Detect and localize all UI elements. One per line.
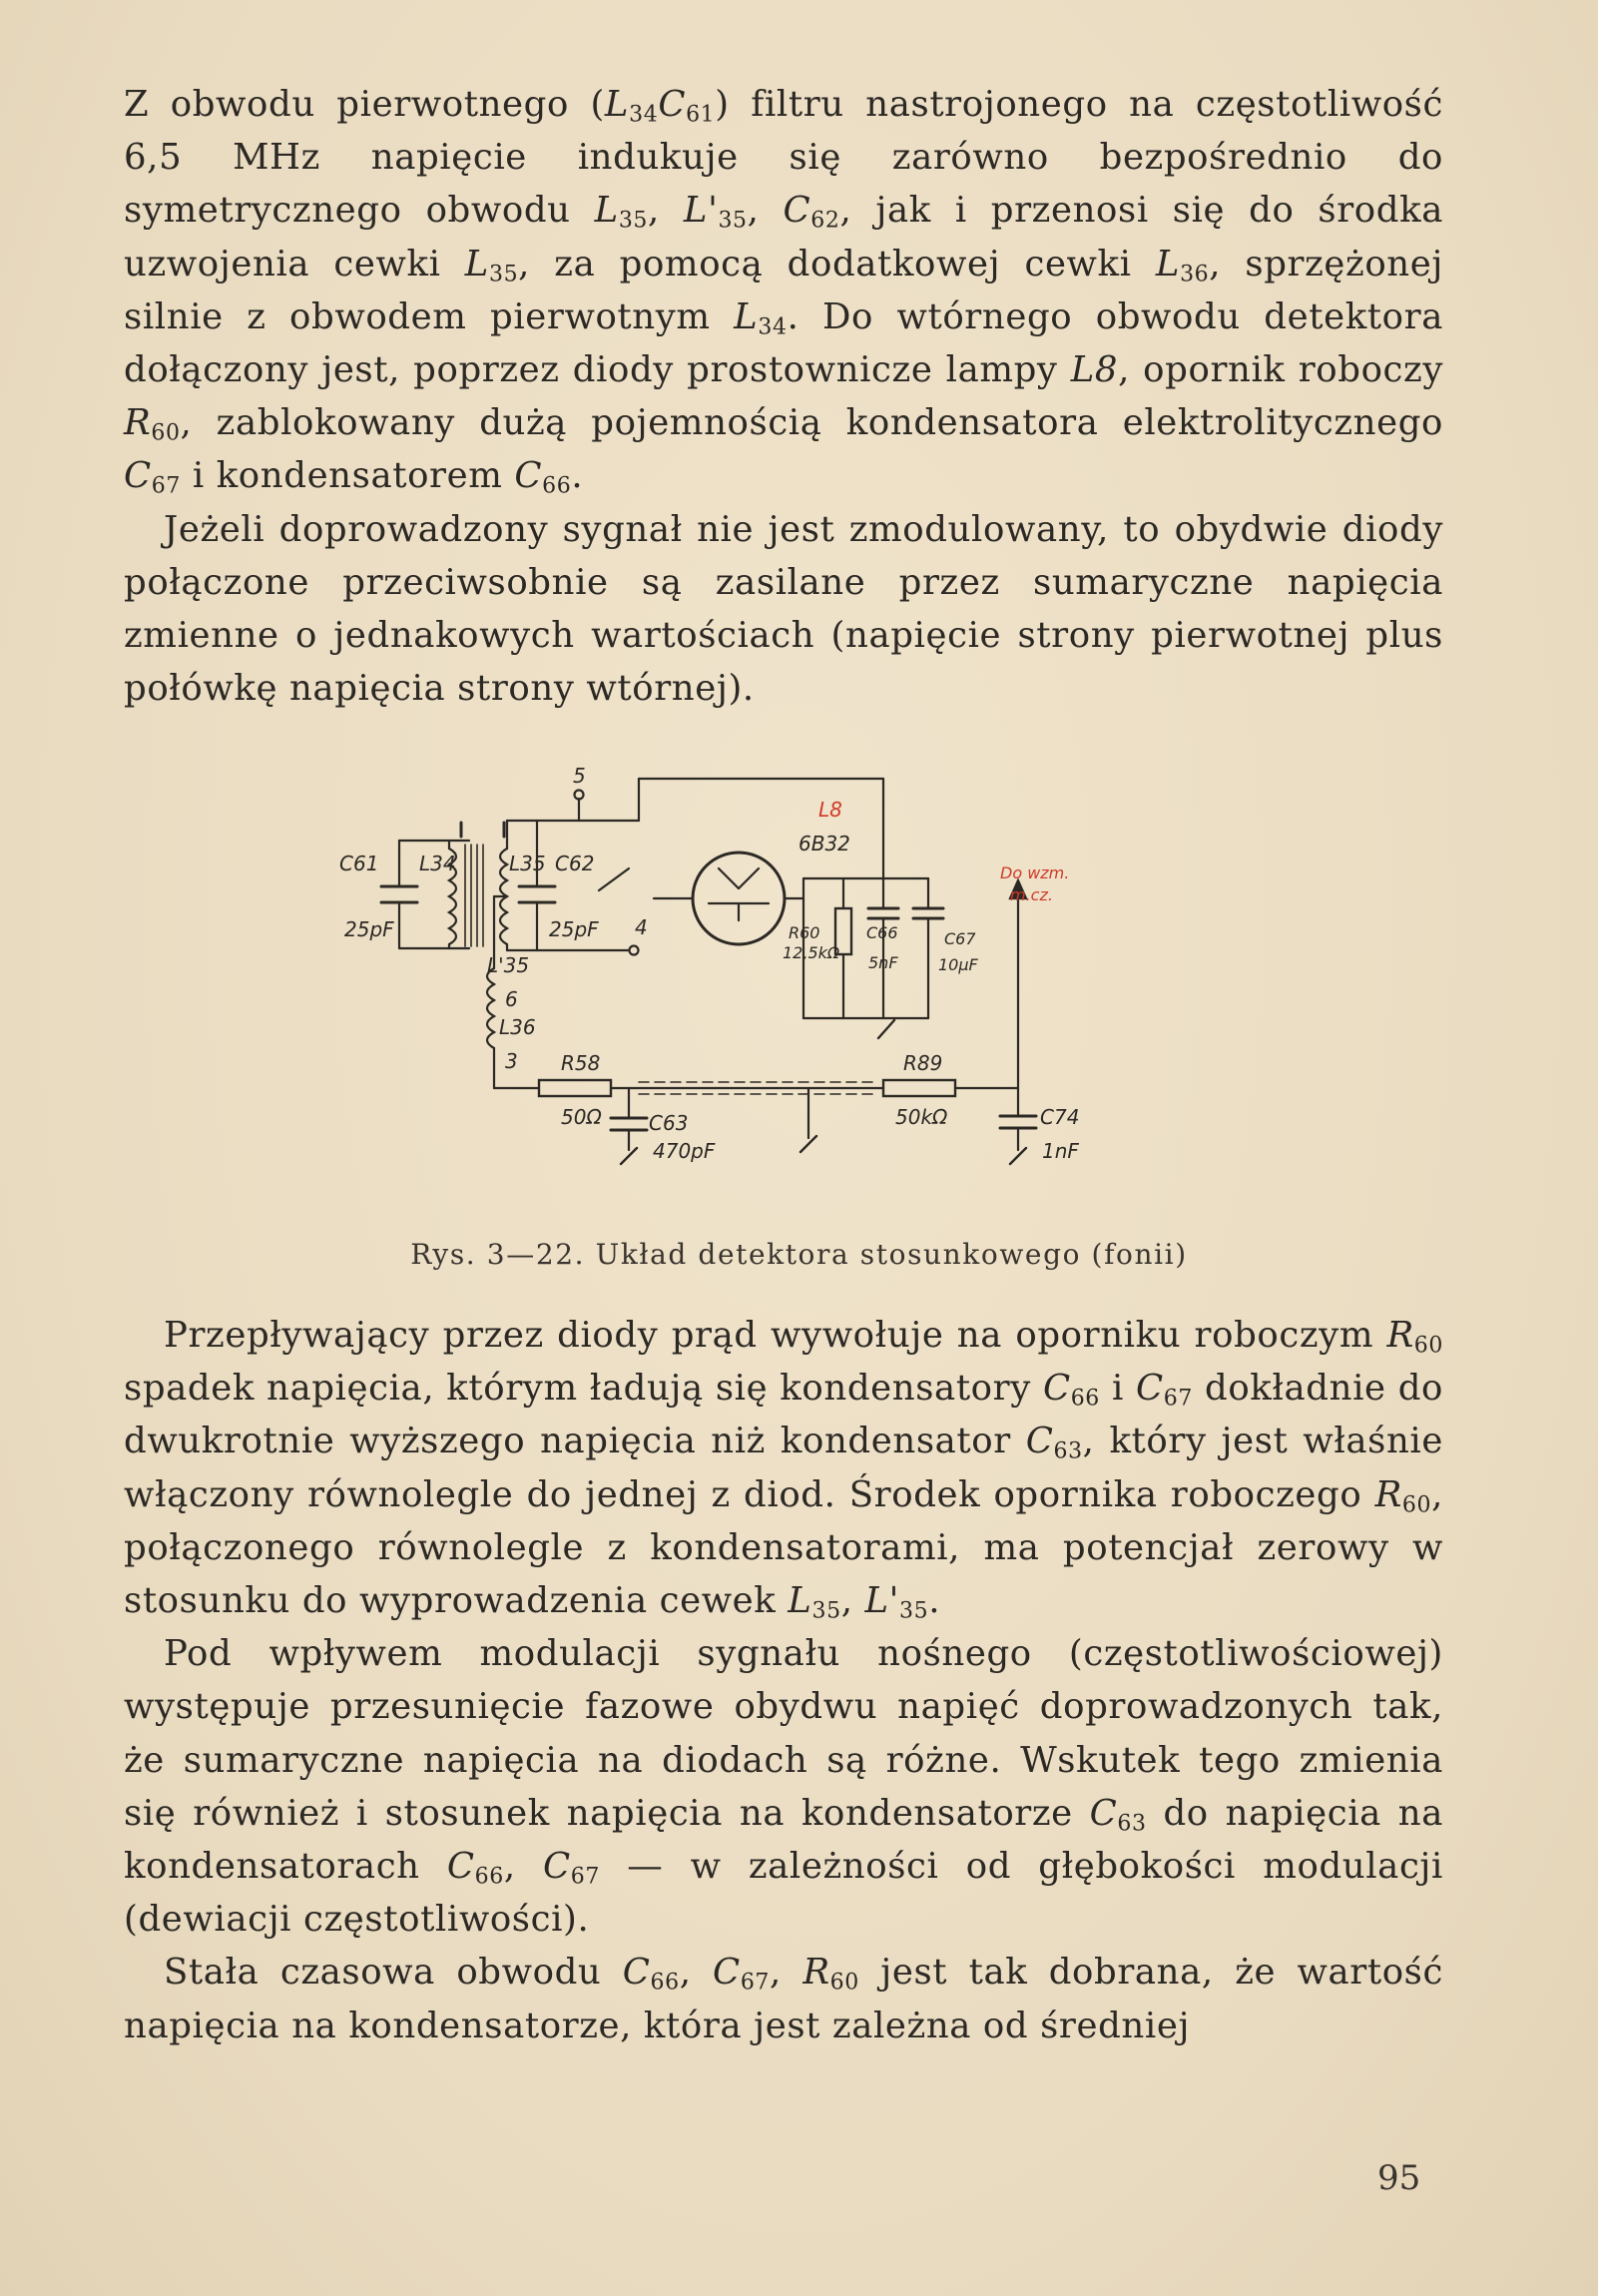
output-label-line2: m.cz. <box>1010 885 1053 904</box>
node-4-label: 4 <box>635 915 648 939</box>
figure-caption: Rys. 3—22. Układ detektora stosunkowego (fonii) <box>410 1238 1188 1271</box>
c61-label: C61 <box>339 852 379 875</box>
l35-label: L35 <box>509 852 546 875</box>
c62-value: 25pF <box>549 917 599 941</box>
paragraph: Jeżeli doprowadzony sygnał nie jest zmodulowany, to obydwie diody połączone przeciwsobnie są zasilane przez sumaryczne napięcia zmienne o jednakowych wartościach (napięcie strony pierwotnej plus połówkę napięcia strony wtórnej). <box>124 508 1443 710</box>
c66-label: C66 <box>866 923 898 942</box>
tube-type-label: 6B32 <box>799 832 850 856</box>
c66-value: 5nF <box>868 953 898 972</box>
output-label-line1: Do wzm. <box>1000 863 1070 882</box>
paragraph: Przepływający przez diody prąd wywołuje na oporniku roboczym $R_{60}$ spadek napięcia, którym ładują się kondensatory $C_{66}$ i $C_{67}$ dokładnie do dwukrotnie wyższego napięcia niż kondensator $C_{63}$, który jest właśnie włączony równolegle do jednej z diod. Środek opornika roboczego $R_{60}$, połączonego równolegle z kondensatorami, ma potencjał zerowy w stosunku do wyprowadzenia cewek $L_{35}$, $L'_{35}$. <box>124 1315 1443 1624</box>
page-number: 95 <box>1377 2158 1421 2198</box>
c63-label: C63 <box>649 1111 689 1135</box>
l34-label: L34 <box>419 852 456 875</box>
r58-value: 50Ω <box>561 1105 602 1129</box>
c62-label: C62 <box>555 852 595 875</box>
c63-value: 470pF <box>653 1139 716 1163</box>
r89-label: R89 <box>903 1051 943 1075</box>
c74-value: 1nF <box>1042 1139 1079 1163</box>
r60-value: 12,5kΩ <box>783 943 840 962</box>
c67-value: 10μF <box>938 955 978 974</box>
node-6-label: 6 <box>505 987 518 1011</box>
paragraph: Z obwodu pierwotnego $(L_{34}C_{61})$ filtru nastrojonego na częstotliwość 6,5 MHz napięcie indukuje się zarówno bezpośrednio do symetrycznego obwodu $L_{35}$, $L'_{35}$, $C_{62}$, jak i przenosi się do środka uzwojenia cewki $L_{35}$, za pomocą dodatkowej cewki $L_{36}$, sprzężonej silnie z obwodem pierwotnym $L_{34}$. Do wtórnego obwodu detektora dołączony jest, poprzez diody prostownicze lampy L8, opornik roboczy $R_{60}$, zablokowany dużą pojemnością kondensatora elektrolitycznego $C_{67}$ i kondensatorem $C_{66}$. <box>124 84 1443 499</box>
r58-label: R58 <box>561 1051 601 1075</box>
node-5-label: 5 <box>573 764 586 788</box>
text-block-top <box>124 78 1443 715</box>
paragraph: Pod wpływem modulacji sygnału nośnego (częstotliwościowej) występuje przesunięcie fazowe obydwu napięć doprowadzonych tak, że sumaryczne napięcia na diodach są różne. Wskutek tego zmienia się również i stosunek napięcia na kondensatorze $C_{63}$ do napięcia na kondensatorach $C_{66}$, $C_{67}$ — w zależności od głębokości modulacji (dewiacji częstotliwości). <box>124 1633 1443 1941</box>
c67-label: C67 <box>944 929 976 948</box>
text-block-bottom <box>124 1309 1443 2052</box>
l36-label: L36 <box>499 1015 536 1039</box>
c61-value: 25pF <box>344 917 394 941</box>
r89-value: 50kΩ <box>895 1105 948 1129</box>
paragraph: Stała czasowa obwodu $C_{66}$, $C_{67}$, $R_{60}$ jest tak dobrana, że wartość napięcia na kondensatorze, która jest zależna od średniej <box>124 1952 1443 2046</box>
l35-prime-label: L'35 <box>487 953 530 977</box>
r60-label: R60 <box>789 923 820 942</box>
c74-label: C74 <box>1040 1105 1080 1129</box>
node-3-label: 3 <box>505 1049 518 1073</box>
tube-label: L8 <box>818 798 842 822</box>
circuit-diagram <box>299 759 1298 1228</box>
